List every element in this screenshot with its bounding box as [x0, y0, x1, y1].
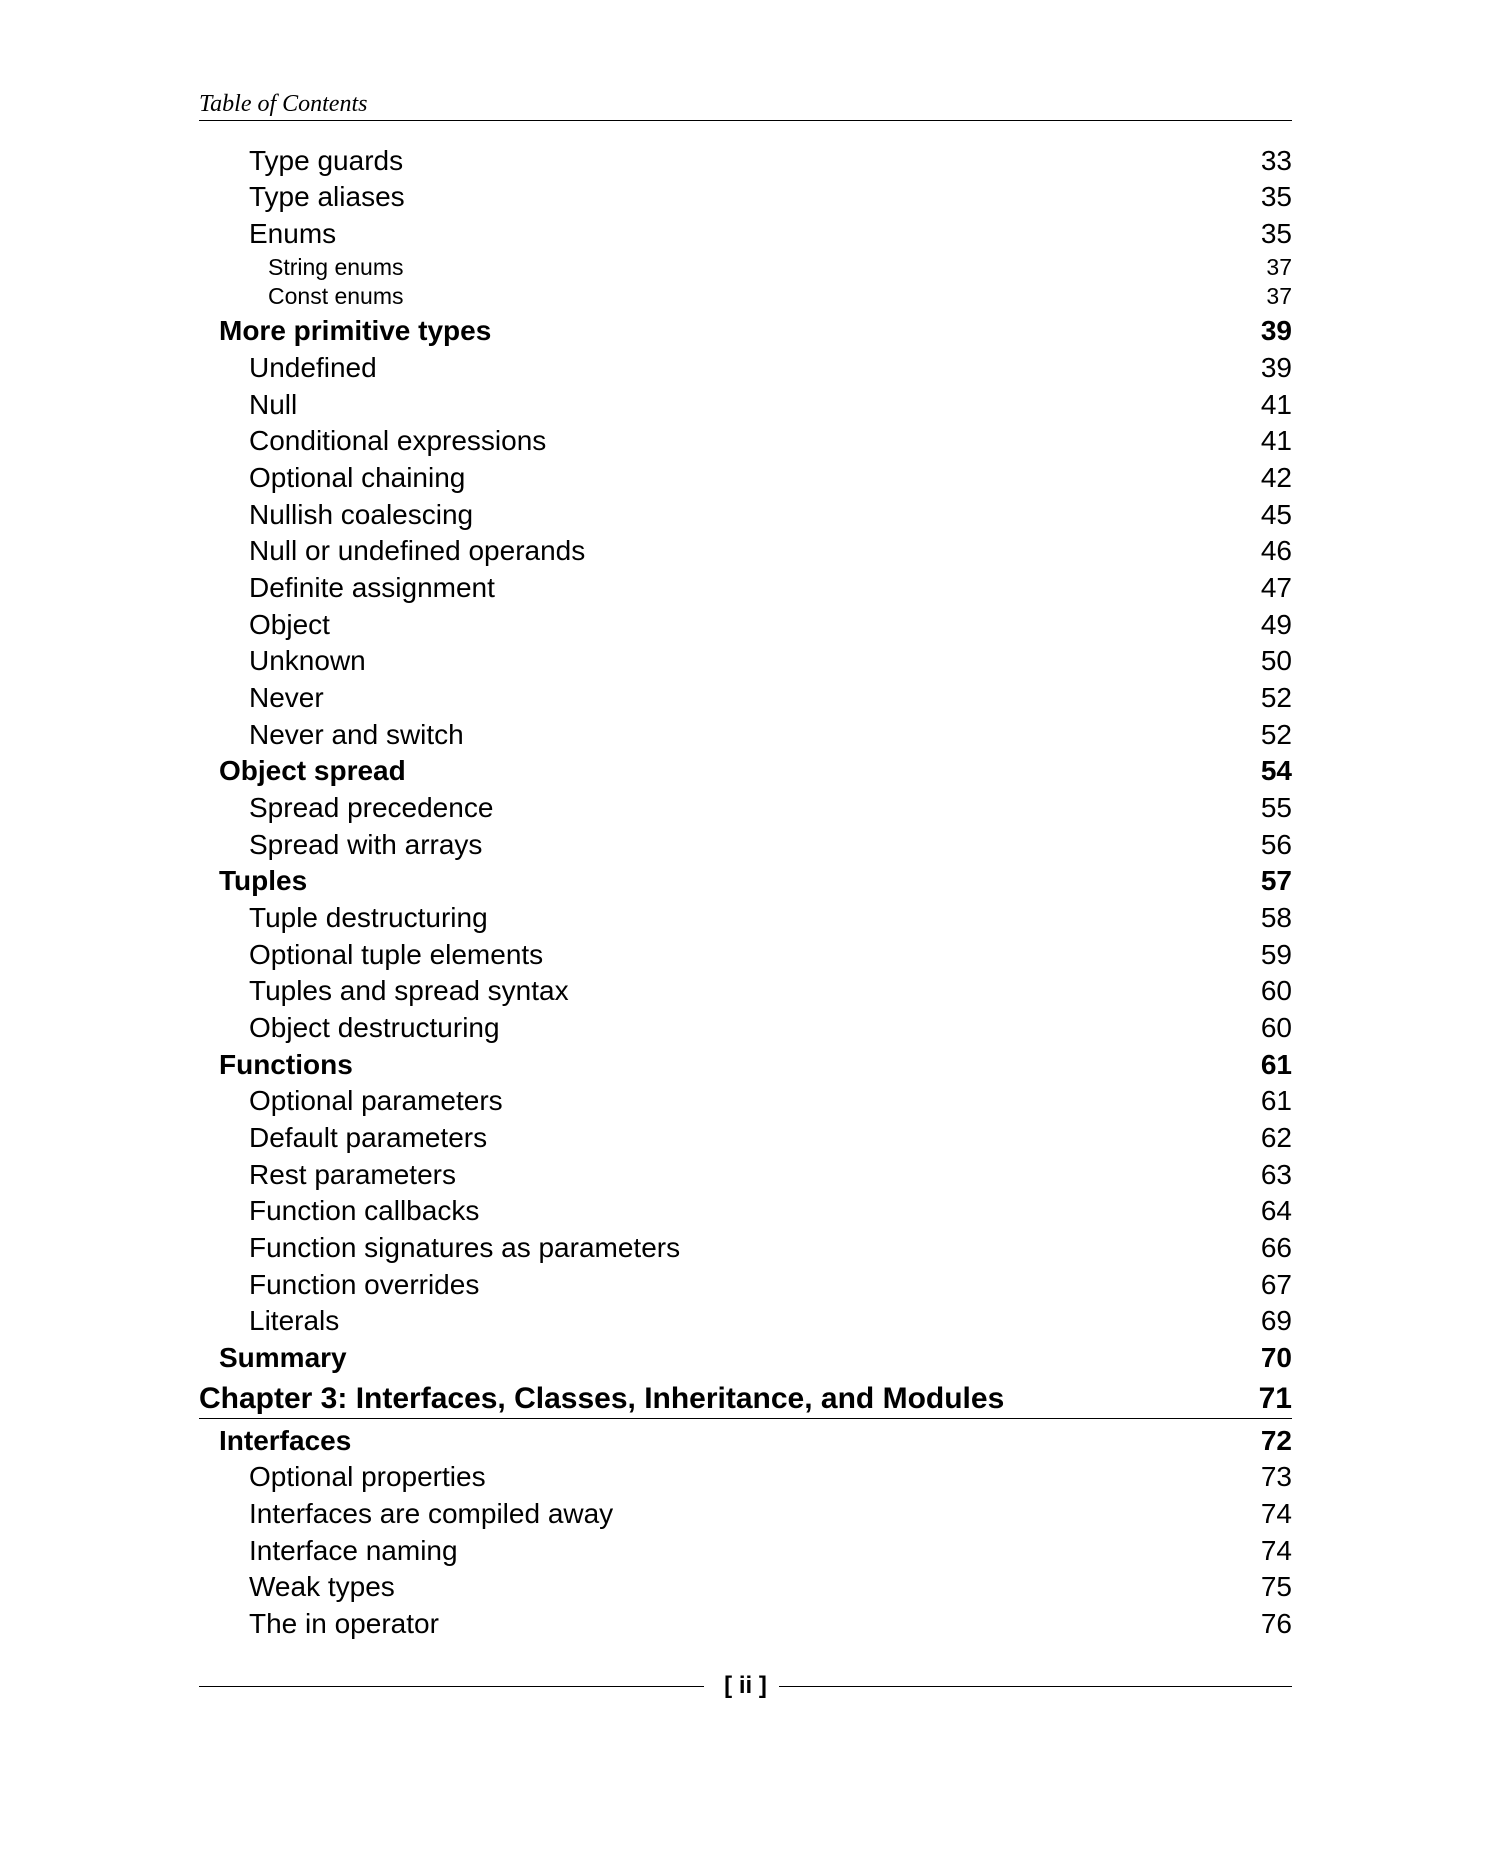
toc-entry-title: Rest parameters: [249, 1159, 456, 1190]
toc-entry[interactable]: [199, 497, 1292, 533]
toc-entry-page: 71: [1258, 1382, 1292, 1415]
toc-entry[interactable]: [199, 937, 1292, 973]
toc-entry[interactable]: [199, 1606, 1292, 1642]
toc-entry-title: Null: [249, 389, 298, 420]
toc-entry-title: Function callbacks: [249, 1195, 480, 1226]
toc-entry-title: Tuple destructuring: [249, 902, 488, 933]
running-header-title: Table of Contents: [199, 91, 368, 117]
toc-entry[interactable]: [199, 1010, 1292, 1046]
toc-entry[interactable]: [199, 753, 1292, 789]
toc-entry-page: 49: [1260, 609, 1292, 640]
page-footer: [199, 1668, 1292, 1704]
toc-entry-title: Optional chaining: [249, 462, 466, 493]
toc-entry-page: 67: [1260, 1269, 1292, 1300]
toc-entry-title: Interfaces are compiled away: [249, 1498, 614, 1529]
toc-entry-page: 63: [1260, 1159, 1292, 1190]
toc-entry-title: Weak types: [249, 1571, 395, 1602]
toc-entry-title: Type aliases: [249, 181, 405, 212]
toc-entry-title: Never: [249, 682, 324, 713]
toc-entry-page: 56: [1260, 829, 1292, 860]
toc-entry-title: Optional tuple elements: [249, 939, 544, 970]
toc-entry-title: Enums: [249, 218, 337, 249]
toc-entry-page: 70: [1260, 1342, 1292, 1373]
toc-chapter-entry[interactable]: [199, 1380, 1292, 1419]
toc-entry-page: 37: [1266, 283, 1292, 309]
toc-entry[interactable]: [199, 1496, 1292, 1532]
toc-entry-title: Default parameters: [249, 1122, 488, 1153]
toc-entry-page: 52: [1260, 719, 1292, 750]
toc-entry-page: 75: [1260, 1571, 1292, 1602]
toc-entry[interactable]: [199, 607, 1292, 643]
toc-entry[interactable]: [199, 387, 1292, 423]
toc-entry[interactable]: [199, 282, 1292, 310]
toc-entry-title: Optional properties: [249, 1461, 486, 1492]
toc-entry-title: Type guards: [249, 145, 404, 176]
toc-entry-title: Chapter 3: Interfaces, Classes, Inheritance, and Modules: [199, 1382, 1005, 1415]
toc-entry-page: 64: [1260, 1195, 1292, 1226]
toc-entry-title: Undefined: [249, 352, 377, 383]
toc-entry[interactable]: [199, 216, 1292, 252]
toc-entry[interactable]: [199, 900, 1292, 936]
toc-entry[interactable]: [199, 313, 1292, 349]
toc-entry-page: 59: [1260, 939, 1292, 970]
toc-entry-page: 39: [1260, 315, 1292, 346]
toc-entry[interactable]: [199, 179, 1292, 215]
toc-entry-page: 45: [1260, 499, 1292, 530]
toc-entry[interactable]: [199, 1533, 1292, 1569]
toc-entry[interactable]: [199, 1230, 1292, 1266]
toc-entry-title: Optional parameters: [249, 1085, 503, 1116]
toc-entry-title: Nullish coalescing: [249, 499, 474, 530]
toc-entry[interactable]: [199, 1120, 1292, 1156]
toc-entry-title: Null or undefined operands: [249, 535, 586, 566]
toc-entry-page: 35: [1260, 218, 1292, 249]
toc-entry-page: 33: [1260, 145, 1292, 176]
toc-entry-page: 55: [1260, 792, 1292, 823]
toc-entry-page: 69: [1260, 1305, 1292, 1336]
toc-entry-page: 39: [1260, 352, 1292, 383]
toc-entry-page: 58: [1260, 902, 1292, 933]
toc-entry[interactable]: [199, 1340, 1292, 1376]
toc-entry-page: 42: [1260, 462, 1292, 493]
toc-entry-title: Object destructuring: [249, 1012, 500, 1043]
toc-entry-title: Function overrides: [249, 1269, 480, 1300]
toc-entry-page: 35: [1260, 181, 1292, 212]
footer-page-number: [ ii ]: [724, 1672, 767, 1699]
toc-entry-title: Object: [249, 609, 330, 640]
toc-entry-page: 76: [1260, 1608, 1292, 1639]
toc-entry-title: Definite assignment: [249, 572, 495, 603]
toc-entry-page: 74: [1260, 1498, 1292, 1529]
toc-entry-page: 57: [1260, 865, 1292, 896]
toc-entry-title: Tuples: [219, 865, 308, 896]
toc-entry[interactable]: [199, 827, 1292, 863]
toc-entry-page: 37: [1266, 254, 1292, 280]
toc-entry-title: Never and switch: [249, 719, 464, 750]
toc-entry[interactable]: [199, 460, 1292, 496]
toc-entry-page: 73: [1260, 1461, 1292, 1492]
toc-entry-title: Interfaces: [219, 1425, 352, 1456]
toc-entry[interactable]: [199, 533, 1292, 569]
toc-entry[interactable]: [199, 643, 1292, 679]
toc-entry-page: 61: [1260, 1049, 1292, 1080]
toc-entry[interactable]: [199, 1193, 1292, 1229]
toc-entry-title: Conditional expressions: [249, 425, 547, 456]
toc-entry[interactable]: [199, 790, 1292, 826]
table-of-contents: [199, 0, 1292, 1650]
toc-entry[interactable]: [199, 1459, 1292, 1495]
toc-entry-title: Functions: [219, 1049, 353, 1080]
toc-entry[interactable]: [199, 143, 1292, 179]
toc-entry-page: 62: [1260, 1122, 1292, 1153]
toc-entry-page: 46: [1260, 535, 1292, 566]
toc-entry-title: More primitive types: [219, 315, 492, 346]
toc-entry[interactable]: [199, 717, 1292, 753]
toc-entry[interactable]: [199, 570, 1292, 606]
toc-entry[interactable]: [199, 680, 1292, 716]
toc-entry[interactable]: [199, 253, 1292, 281]
toc-entry-title: String enums: [268, 254, 404, 280]
toc-entry-title: Const enums: [268, 283, 404, 309]
toc-entry[interactable]: [199, 1423, 1292, 1459]
footer-rule-right: [779, 1686, 1292, 1687]
toc-entry-title: Summary: [219, 1342, 347, 1373]
toc-entry-page: 52: [1260, 682, 1292, 713]
toc-entry[interactable]: [199, 1303, 1292, 1339]
toc-entry-page: 66: [1260, 1232, 1292, 1263]
toc-entry-title: Spread with arrays: [249, 829, 483, 860]
toc-entry-title: Interface naming: [249, 1535, 458, 1566]
toc-entry[interactable]: [199, 1083, 1292, 1119]
toc-entry-page: 60: [1260, 975, 1292, 1006]
toc-entry[interactable]: [199, 863, 1292, 899]
toc-entry-page: 50: [1260, 645, 1292, 676]
toc-entry-title: Spread precedence: [249, 792, 494, 823]
toc-entry[interactable]: [199, 1569, 1292, 1605]
toc-entry-page: 54: [1260, 755, 1292, 786]
toc-entry[interactable]: [199, 423, 1292, 459]
toc-entry-page: 74: [1260, 1535, 1292, 1566]
toc-entry-page: 72: [1260, 1425, 1292, 1456]
toc-entry-page: 60: [1260, 1012, 1292, 1043]
toc-entry-page: 41: [1260, 389, 1292, 420]
toc-entry-title: Unknown: [249, 645, 366, 676]
toc-entry-title: The in operator: [249, 1608, 439, 1639]
toc-entry-title: Function signatures as parameters: [249, 1232, 681, 1263]
toc-entry-page: 61: [1260, 1085, 1292, 1116]
toc-entry[interactable]: [199, 350, 1292, 386]
toc-entry[interactable]: [199, 1267, 1292, 1303]
toc-entry[interactable]: [199, 1157, 1292, 1193]
toc-entry[interactable]: [199, 1047, 1292, 1083]
toc-entry[interactable]: [199, 973, 1292, 1009]
toc-entry-title: Literals: [249, 1305, 340, 1336]
toc-entry-title: Object spread: [219, 755, 406, 786]
toc-entry-page: 47: [1260, 572, 1292, 603]
toc-entry-title: Tuples and spread syntax: [249, 975, 569, 1006]
toc-entry-page: 41: [1260, 425, 1292, 456]
